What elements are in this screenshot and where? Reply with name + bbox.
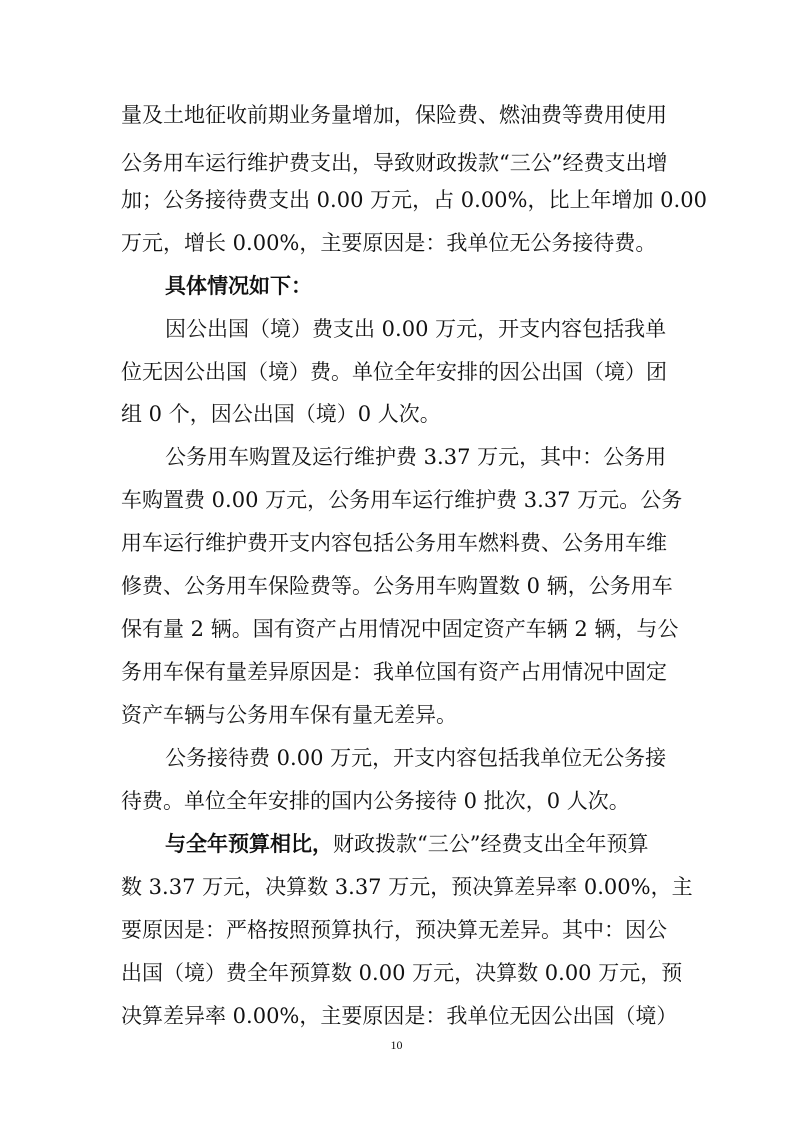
body-line: 因公出国（境）费支出 0.00 万元，开支内容包括我单	[165, 317, 667, 341]
body-line: 决算差异率 0.00%，主要原因是：我单位无因公出国（境）	[121, 1004, 678, 1028]
body-line: 位无因公出国（境）费。单位全年安排的因公出国（境）团	[121, 360, 667, 384]
body-line: 务用车保有量差异原因是：我单位国有资产占用情况中固定	[121, 660, 667, 684]
emphasis-lead: 与全年预算相比，	[165, 831, 333, 856]
body-line: 公务用车运行维护费支出，导致财政拨款“三公”经费支出增	[121, 151, 668, 175]
body-line: 保有量 2 辆。国有资产占用情况中固定资产车辆 2 辆，与公	[121, 617, 679, 641]
body-line: 待费。单位全年安排的国内公务接待 0 批次，0 人次。	[121, 789, 630, 813]
page-number: 10	[390, 1038, 403, 1052]
body-line: 车购置费 0.00 万元，公务用车运行维护费 3.37 万元。公务	[121, 488, 683, 512]
body-line: 量及土地征收前期业务量增加，保险费、燃油费等费用使用	[121, 103, 667, 127]
body-line	[0, 830, 793, 858]
body-line: 要原因是：严格按照预算执行，预决算无差异。其中：因公	[121, 918, 667, 942]
section-heading: 具体情况如下：	[165, 273, 312, 298]
body-line: 公务用车购置及运行维护费 3.37 万元，其中：公务用	[165, 445, 667, 469]
body-line: 资产车辆与公务用车保有量无差异。	[121, 703, 457, 727]
body-line: 加；公务接待费支出 0.00 万元，占 0.00%，比上年增加 0.00	[121, 188, 707, 212]
body-line: 数 3.37 万元，决算数 3.37 万元，预决算差异率 0.00%，主	[121, 875, 693, 899]
body-line: 万元，增长 0.00%，主要原因是：我单位无公务接待费。	[121, 231, 657, 255]
body-line: 组 0 个，因公出国（境）0 人次。	[121, 402, 441, 426]
body-line: 用车运行维护费开支内容包括公务用车燃料费、公务用车维	[121, 531, 667, 555]
body-line: 修费、公务用车保险费等。公务用车购置数 0 辆，公务用车	[121, 574, 673, 598]
body-line: 公务接待费 0.00 万元，开支内容包括我单位无公务接	[165, 746, 667, 770]
body-text: 财政拨款“三公”经费支出全年预算	[333, 832, 649, 856]
body-line: 出国（境）费全年预算数 0.00 万元，决算数 0.00 万元，预	[121, 961, 683, 985]
